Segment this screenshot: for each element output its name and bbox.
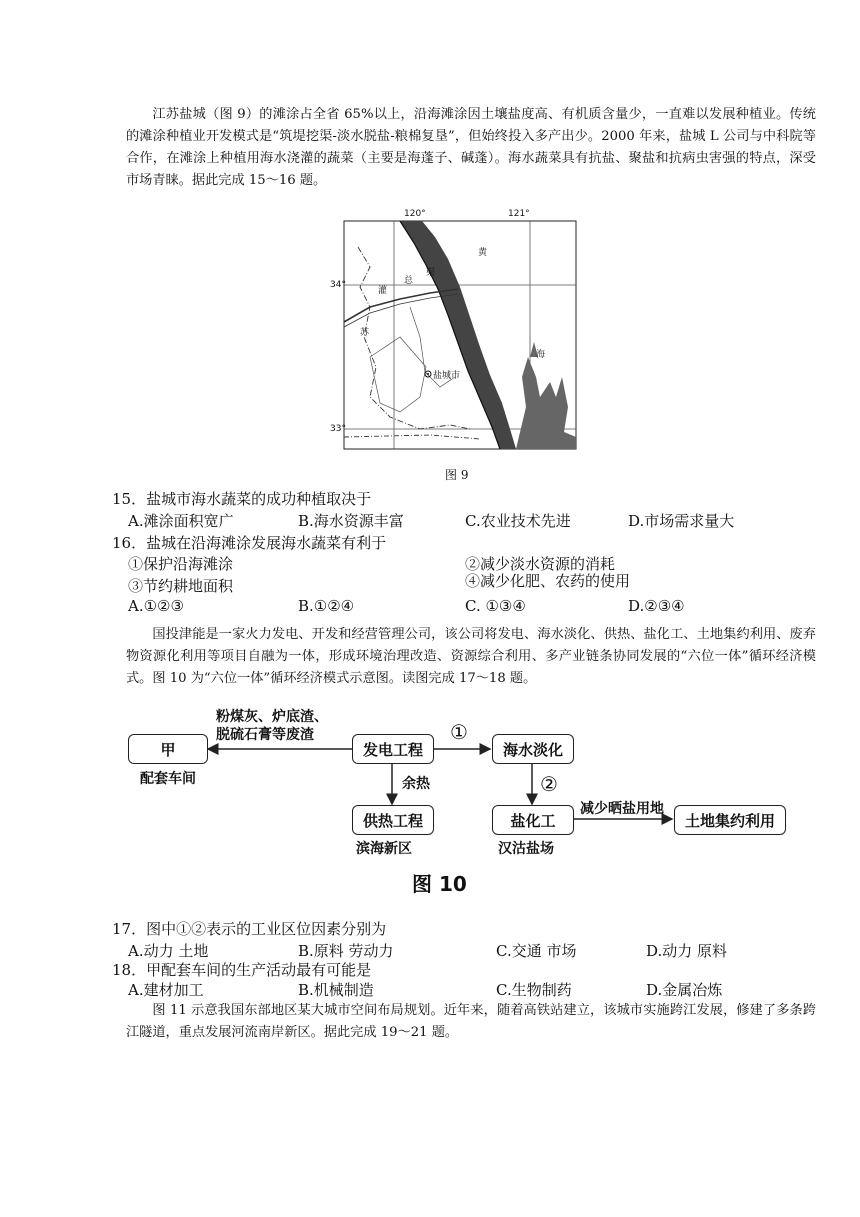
question-17-stem: 17．图中①②表示的工业区位因素分别为 [112, 920, 387, 938]
map-river-label-3: 渠 [426, 268, 436, 278]
q16-option-b[interactable]: B.①②④ [298, 597, 355, 615]
waste-label-1: 粉煤灰、炉底渣、 [216, 709, 328, 725]
q17-option-a[interactable]: A.动力 土地 [128, 942, 209, 960]
q17-option-b[interactable]: B.原料 劳动力 [298, 942, 394, 960]
map-sea-label-1: 黄 [478, 248, 488, 258]
question-16-stem: 16．盐城在沿海滩涂发展海水蔬菜有利于 [112, 534, 387, 552]
salt-subtitle: 汉沽盐场 [498, 841, 554, 857]
q16-option-c[interactable]: C. ①③④ [465, 597, 526, 615]
box-salt-chemical: 盐化工 [492, 805, 574, 835]
q17-option-c[interactable]: C.交通 市场 [496, 942, 577, 960]
jia-subtitle: 配套车间 [140, 771, 196, 787]
waste-label-2: 脱硫石膏等废渣 [216, 727, 314, 743]
q18-option-a[interactable]: A.建材加工 [128, 981, 204, 999]
map-figure-9 [330, 207, 590, 457]
q16-option-d[interactable]: D.②③④ [628, 597, 685, 615]
map-city-label: 盐城市 [433, 371, 461, 381]
map-lat-34: 34° [330, 280, 346, 290]
q16-item-1: ①保护沿海滩涂 [128, 555, 234, 573]
box-heating: 供热工程 [352, 805, 434, 835]
map-lon-121: 121° [508, 209, 530, 219]
box-power-generation: 发电工程 [352, 734, 434, 764]
q18-option-b[interactable]: B.机械制造 [298, 981, 374, 999]
map-sea-label-2: 海 [536, 350, 546, 360]
figure-9-caption: 图 9 [445, 468, 469, 482]
map-river-label-1: 灌 [378, 286, 388, 296]
box-land-use: 土地集约利用 [674, 805, 786, 835]
heating-subtitle: 滨海新区 [356, 841, 412, 857]
q18-option-c[interactable]: C.生物制药 [496, 981, 572, 999]
q15-option-c[interactable]: C.农业技术先进 [465, 512, 571, 530]
waste-heat-label: 余热 [402, 776, 430, 792]
map-river-label-2: 总 [404, 276, 414, 286]
circle-1-label: ① [450, 720, 468, 744]
reduce-salt-land-label: 减少晒盐用地 [580, 801, 664, 817]
q15-option-d[interactable]: D.市场需求量大 [628, 512, 735, 530]
q16-option-a[interactable]: A.①②③ [128, 597, 184, 615]
q15-option-a[interactable]: A.滩涂面积宽广 [128, 512, 234, 530]
q15-option-b[interactable]: B.海水资源丰富 [298, 512, 404, 530]
question-15-stem: 15．盐城市海水蔬菜的成功种植取决于 [112, 490, 372, 508]
map-canal-label: 苏 [360, 328, 370, 338]
box-desalination: 海水淡化 [492, 734, 574, 764]
map-lat-33: 33° [330, 424, 346, 434]
circle-2-label: ② [540, 772, 558, 796]
intro-paragraph-3: 图 11 示意我国东部地区某大城市空间布局规划。近年来，随着高铁站建立，该城市实施跨江发展，修建了多条跨江隧道，重点发展河流南岸新区。据此完成 19～21 题。 [126, 1003, 816, 1040]
q17-option-d[interactable]: D.动力 原料 [646, 942, 728, 960]
q16-item-4: ④减少化肥、农药的使用 [465, 572, 631, 590]
map-lon-120: 120° [404, 209, 426, 219]
figure-10-caption: 图 10 [412, 872, 467, 896]
intro-paragraph-1: 江苏盐城（图 9）的滩涂占全省 65%以上，沿海滩涂因土壤盐度高、有机质含量少，一直难以发展种植业。传统的滩涂种植业开发模式是“筑堤挖渠-淡水脱盐-粮棉复垦”，但始终投入多产出少。2000 年来，盐城 L 公司与中科院等合作，在滩涂上种植用海水浇灌的蔬菜（主要是海蓬子、碱蓬）。海水蔬菜具有抗盐、聚盐和抗病虫害强的特点，深受市场青睐。据此完成 15～16 题。 [126, 107, 816, 188]
q16-item-3: ③节约耕地面积 [128, 577, 234, 595]
q18-option-d[interactable]: D.金属冶炼 [646, 981, 723, 999]
q16-item-2: ②减少淡水资源的消耗 [465, 555, 616, 573]
intro-paragraph-2: 国投津能是一家火力发电、开发和经营管理公司，该公司将发电、海水淡化、供热、盐化工、土地集约利用、废弃物资源化利用等项目自融为一体，形成环境治理改造、资源综合利用、多产业链条协同发展的“六位一体”循环经济模式。图 10 为“六位一体”循环经济模式示意图。读图完成 17～18 题。 [126, 627, 816, 686]
question-18-stem: 18．甲配套车间的生产活动最有可能是 [112, 961, 372, 979]
box-jia: 甲 [128, 734, 208, 764]
